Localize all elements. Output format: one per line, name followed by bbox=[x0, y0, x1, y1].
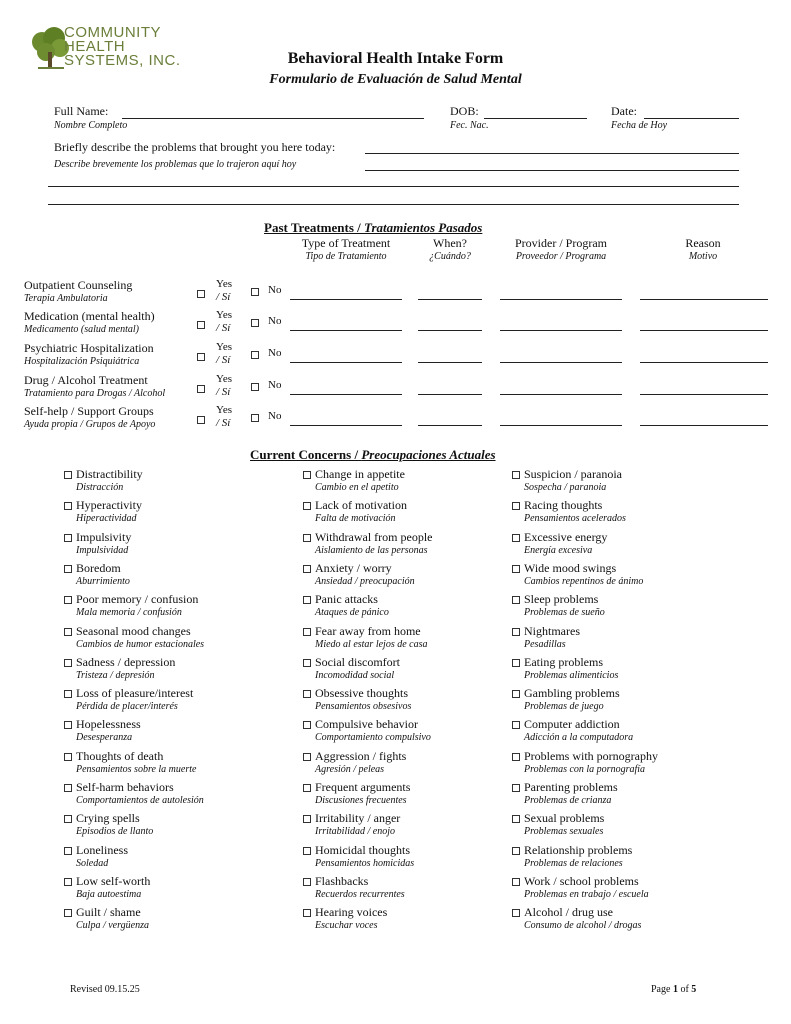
concern-label-es: Pérdida de placer/interés bbox=[76, 701, 178, 713]
concern-label: Hearing voices bbox=[315, 905, 388, 920]
no-checkbox[interactable] bbox=[251, 288, 259, 296]
concern-label: Crying spells bbox=[76, 811, 140, 826]
treatment-name: Outpatient Counseling bbox=[24, 278, 133, 292]
concern-label-es: Agresión / peleas bbox=[315, 763, 385, 775]
no-label: No bbox=[268, 284, 282, 296]
treatment-name: Psychiatric Hospitalization bbox=[24, 341, 154, 355]
concern-label-es: Impulsividad bbox=[76, 544, 129, 556]
concern-checkbox[interactable] bbox=[303, 753, 311, 761]
concern-label-es: Irritabilidad / enojo bbox=[315, 826, 395, 838]
provider-field[interactable] bbox=[500, 394, 622, 395]
concern-item bbox=[512, 905, 742, 935]
concern-label-es: Ansiedad / preocupación bbox=[315, 575, 415, 587]
date-field[interactable] bbox=[644, 118, 739, 119]
column-type-of-treatment: Type of Treatment Tipo de Tratamiento bbox=[301, 236, 391, 262]
concern-item bbox=[303, 655, 533, 685]
treatment-name-es: Terapia Ambulatoria bbox=[24, 293, 108, 304]
concern-label: Parenting problems bbox=[524, 780, 618, 794]
provider-field[interactable] bbox=[500, 425, 622, 426]
concern-item bbox=[512, 749, 742, 779]
dob-label-es: Fec. Nac. bbox=[450, 120, 489, 131]
yes-label: Yes / Sí bbox=[216, 278, 233, 303]
concern-label-es: Consumo de alcohol / drogas bbox=[524, 920, 642, 932]
concern-label-es: Discusiones frecuentes bbox=[315, 795, 407, 806]
concern-label: Anxiety / worry bbox=[315, 560, 392, 575]
past-treatments-title: Past Treatments / Tratamientos Pasados bbox=[264, 220, 483, 235]
column-provider: Provider / Program Proveedor / Programa bbox=[515, 236, 607, 262]
problems-field-1[interactable] bbox=[365, 153, 739, 154]
provider-field[interactable] bbox=[500, 330, 622, 331]
concern-label-es: Cambios de humor estacionales bbox=[76, 638, 205, 650]
concern-checkbox[interactable] bbox=[512, 784, 520, 792]
concern-checkbox[interactable] bbox=[303, 502, 311, 510]
concern-label-es: Incomodidad social bbox=[315, 669, 395, 681]
concern-checkbox[interactable] bbox=[512, 502, 520, 510]
concern-checkbox[interactable] bbox=[512, 628, 520, 636]
concern-item bbox=[512, 467, 742, 497]
concern-label-es: Desesperanza bbox=[76, 732, 133, 744]
type-of-treatment-field[interactable] bbox=[290, 425, 402, 426]
concern-label-es: Falta de motivación bbox=[315, 513, 396, 525]
concern-checkbox[interactable] bbox=[64, 721, 72, 729]
reason-field[interactable] bbox=[640, 425, 768, 426]
concern-item bbox=[64, 686, 294, 716]
concern-checkbox[interactable] bbox=[64, 753, 72, 761]
reason-field[interactable] bbox=[640, 362, 768, 363]
concern-item bbox=[512, 530, 742, 560]
concern-label: Computer addiction bbox=[524, 717, 620, 732]
concern-label: Thoughts of death bbox=[76, 748, 164, 763]
yes-label: Yes / Sí bbox=[216, 373, 233, 398]
form-title: Behavioral Health Intake Form bbox=[287, 50, 504, 67]
concern-checkbox[interactable] bbox=[64, 502, 72, 510]
concern-item bbox=[303, 811, 533, 841]
provider-field[interactable] bbox=[500, 299, 622, 300]
concern-item bbox=[303, 467, 533, 497]
treatment-row bbox=[24, 404, 774, 434]
concern-label-es: Pensamientos obsesivos bbox=[315, 701, 412, 713]
concern-label-es: Pesadillas bbox=[524, 638, 566, 650]
concern-label: Wide mood swings bbox=[524, 560, 617, 575]
concern-label: Impulsivity bbox=[76, 529, 132, 544]
concern-item bbox=[303, 717, 533, 747]
concern-label: Problems with pornography bbox=[524, 748, 658, 763]
concern-label-es: Aislamiento de las personas bbox=[315, 544, 428, 556]
concern-label-es: Problemas de crianza bbox=[524, 795, 612, 806]
concern-item bbox=[303, 624, 533, 654]
yes-label: Yes / Sí bbox=[216, 341, 233, 366]
reason-field[interactable] bbox=[640, 330, 768, 331]
reason-field[interactable] bbox=[640, 299, 768, 300]
concern-checkbox[interactable] bbox=[512, 596, 520, 604]
yes-label: Yes / Sí bbox=[216, 309, 233, 334]
no-label: No bbox=[268, 410, 282, 422]
concern-item bbox=[512, 592, 742, 622]
concern-item bbox=[512, 624, 742, 654]
concern-label: Fear away from home bbox=[315, 623, 421, 638]
concern-checkbox[interactable] bbox=[303, 596, 311, 604]
yes-checkbox[interactable] bbox=[197, 353, 205, 361]
concern-label: Change in appetite bbox=[315, 467, 405, 481]
current-concerns-title: Current Concerns / Preocupaciones Actuales bbox=[250, 447, 496, 462]
concern-label-es: Soledad bbox=[76, 857, 109, 869]
no-checkbox[interactable] bbox=[251, 383, 259, 391]
concern-checkbox[interactable] bbox=[64, 534, 72, 542]
logo-line-1: COMMUNITY bbox=[64, 24, 161, 41]
concern-checkbox[interactable] bbox=[303, 471, 311, 479]
type-of-treatment-field[interactable] bbox=[290, 394, 402, 395]
logo-line-2: HEALTH bbox=[64, 38, 126, 55]
problems-field-4[interactable] bbox=[48, 204, 739, 205]
dob-label: DOB: bbox=[450, 104, 479, 118]
treatment-name: Drug / Alcohol Treatment bbox=[24, 373, 148, 387]
concern-label-es: Sospecha / paranoia bbox=[524, 482, 607, 493]
concern-label-es: Recuerdos recurrentes bbox=[315, 888, 405, 900]
concern-item bbox=[64, 905, 294, 935]
concern-checkbox[interactable] bbox=[303, 878, 311, 886]
concern-checkbox[interactable] bbox=[512, 878, 520, 886]
concern-label: Compulsive behavior bbox=[315, 717, 418, 732]
concern-label-es: Culpa / vergüenza bbox=[76, 920, 149, 932]
logo-line-3: SYSTEMS, INC. bbox=[64, 52, 181, 69]
concern-label: Sleep problems bbox=[524, 592, 599, 607]
problems-label-es: Describe brevemente los problemas que lo trajeron aquí hoy bbox=[54, 159, 297, 170]
full-name-label-es: Nombre Completo bbox=[54, 120, 128, 131]
concern-label: Irritability / anger bbox=[315, 811, 401, 826]
treatment-name-es: Hospitalización Psiquiátrica bbox=[24, 356, 140, 367]
treatment-row bbox=[24, 341, 774, 371]
concern-label: Hyperactivity bbox=[76, 498, 142, 513]
concern-label: Excessive energy bbox=[524, 529, 608, 544]
concern-label: Hopelessness bbox=[76, 717, 141, 732]
concern-checkbox[interactable] bbox=[303, 690, 311, 698]
concern-label: Panic attacks bbox=[315, 592, 378, 607]
no-checkbox[interactable] bbox=[251, 319, 259, 327]
concern-label: Eating problems bbox=[524, 654, 603, 669]
concern-label: Racing thoughts bbox=[524, 498, 603, 513]
problems-label: Briefly describe the problems that brought you here today: bbox=[54, 140, 336, 154]
type-of-treatment-field[interactable] bbox=[290, 330, 402, 331]
concern-item bbox=[64, 561, 294, 591]
treatment-name-es: Tratamiento para Drogas / Alcohol bbox=[24, 388, 166, 399]
when-field[interactable] bbox=[418, 299, 482, 300]
concern-label: Work / school problems bbox=[524, 873, 639, 888]
concern-label-es: Aburrimiento bbox=[76, 575, 130, 587]
concern-checkbox[interactable] bbox=[512, 753, 520, 761]
concern-checkbox[interactable] bbox=[303, 565, 311, 573]
concern-item bbox=[64, 717, 294, 747]
concern-label: Self-harm behaviors bbox=[76, 780, 174, 794]
concern-checkbox[interactable] bbox=[303, 628, 311, 636]
concern-checkbox[interactable] bbox=[512, 909, 520, 917]
treatment-name: Medication (mental health) bbox=[24, 309, 155, 323]
no-checkbox[interactable] bbox=[251, 414, 259, 422]
no-label: No bbox=[268, 379, 282, 391]
concern-checkbox[interactable] bbox=[303, 721, 311, 729]
column-reason: Reason Motivo bbox=[685, 236, 721, 262]
concern-checkbox[interactable] bbox=[303, 784, 311, 792]
no-checkbox[interactable] bbox=[251, 351, 259, 359]
concern-label-es: Cambio en el apetito bbox=[315, 482, 399, 493]
concern-checkbox[interactable] bbox=[512, 534, 520, 542]
provider-field[interactable] bbox=[500, 362, 622, 363]
concern-label-es: Distracción bbox=[76, 482, 124, 493]
concern-checkbox[interactable] bbox=[64, 847, 72, 855]
concern-checkbox[interactable] bbox=[512, 815, 520, 823]
concern-checkbox[interactable] bbox=[64, 784, 72, 792]
reason-field[interactable] bbox=[640, 394, 768, 395]
concern-label: Aggression / fights bbox=[315, 748, 407, 763]
concern-label: Seasonal mood changes bbox=[76, 623, 191, 638]
concern-label: Guilt / shame bbox=[76, 905, 141, 920]
concern-label: Relationship problems bbox=[524, 842, 633, 857]
concern-checkbox[interactable] bbox=[64, 659, 72, 667]
type-of-treatment-field[interactable] bbox=[290, 362, 402, 363]
concern-item bbox=[303, 780, 533, 810]
type-of-treatment-field[interactable] bbox=[290, 299, 402, 300]
concern-label-es: Escuchar voces bbox=[315, 920, 378, 932]
concern-checkbox[interactable] bbox=[64, 878, 72, 886]
concern-label: Lack of motivation bbox=[315, 498, 407, 513]
date-label: Date: bbox=[611, 104, 637, 118]
concern-item bbox=[512, 780, 742, 810]
concern-checkbox[interactable] bbox=[512, 471, 520, 479]
concern-checkbox[interactable] bbox=[64, 909, 72, 917]
concern-item bbox=[64, 749, 294, 779]
concern-checkbox[interactable] bbox=[303, 847, 311, 855]
concern-label-es: Ataques de pánico bbox=[315, 607, 389, 619]
concern-label-es: Problemas de relaciones bbox=[524, 857, 623, 869]
concern-item bbox=[64, 592, 294, 622]
concern-label-es: Tristeza / depresión bbox=[76, 669, 155, 681]
treatment-name-es: Ayuda propia / Grupos de Apoyo bbox=[24, 419, 156, 430]
concern-item bbox=[512, 811, 742, 841]
concern-label: Low self-worth bbox=[76, 873, 151, 888]
concern-item bbox=[303, 498, 533, 528]
concern-checkbox[interactable] bbox=[512, 565, 520, 573]
when-field[interactable] bbox=[418, 362, 482, 363]
treatment-name-es: Medicamento (salud mental) bbox=[24, 324, 139, 335]
treatment-row bbox=[24, 309, 774, 339]
concern-checkbox[interactable] bbox=[64, 596, 72, 604]
yes-checkbox[interactable] bbox=[197, 290, 205, 298]
concern-item bbox=[64, 874, 294, 904]
concern-label-es: Mala memoria / confusión bbox=[76, 607, 182, 619]
concern-item bbox=[64, 655, 294, 685]
full-name-label: Full Name: bbox=[54, 104, 109, 118]
yes-label: Yes / Sí bbox=[216, 404, 233, 429]
concern-item bbox=[303, 592, 533, 622]
no-label: No bbox=[268, 315, 282, 327]
concern-item bbox=[64, 811, 294, 841]
concern-checkbox[interactable] bbox=[303, 909, 311, 917]
yes-checkbox[interactable] bbox=[197, 385, 205, 393]
concern-label-es: Miedo al estar lejos de casa bbox=[315, 638, 428, 650]
date-label-es: Fecha de Hoy bbox=[611, 120, 668, 131]
concern-checkbox[interactable] bbox=[303, 659, 311, 667]
revised-date: Revised 09.15.25 bbox=[70, 984, 140, 995]
concern-item bbox=[64, 467, 294, 497]
concern-checkbox[interactable] bbox=[512, 721, 520, 729]
concern-label-es: Pensamientos sobre la muerte bbox=[76, 763, 197, 775]
concern-label-es: Problemas sexuales bbox=[524, 826, 604, 838]
concern-item bbox=[303, 843, 533, 873]
concern-checkbox[interactable] bbox=[64, 690, 72, 698]
when-field[interactable] bbox=[418, 425, 482, 426]
concern-item bbox=[64, 780, 294, 810]
concern-label-es: Energía excesiva bbox=[524, 544, 593, 556]
concern-label: Withdrawal from people bbox=[315, 529, 433, 544]
concern-label-es: Problemas de juego bbox=[524, 701, 604, 713]
concern-label: Loss of pleasure/interest bbox=[76, 686, 194, 701]
concern-label-es: Problemas en trabajo / escuela bbox=[524, 888, 649, 900]
concern-checkbox[interactable] bbox=[64, 628, 72, 636]
concern-label-es: Pensamientos acelerados bbox=[524, 513, 626, 525]
concern-label-es: Episodios de llanto bbox=[76, 826, 154, 838]
concern-item bbox=[303, 874, 533, 904]
treatment-row bbox=[24, 373, 774, 403]
concern-label: Loneliness bbox=[76, 842, 128, 857]
yes-checkbox[interactable] bbox=[197, 321, 205, 329]
concern-item bbox=[64, 530, 294, 560]
concern-label-es: Pensamientos homicidas bbox=[315, 857, 415, 869]
page-number: Page 1 of 5 bbox=[651, 984, 697, 995]
concern-item bbox=[512, 655, 742, 685]
yes-checkbox[interactable] bbox=[197, 416, 205, 424]
concern-item bbox=[64, 498, 294, 528]
concern-label-es: Comportamiento compulsivo bbox=[315, 732, 431, 744]
concern-item bbox=[512, 686, 742, 716]
treatment-name: Self-help / Support Groups bbox=[24, 404, 154, 418]
concern-label-es: Problemas de sueño bbox=[524, 607, 605, 619]
concern-label: Alcohol / drug use bbox=[524, 905, 613, 920]
concern-checkbox[interactable] bbox=[64, 815, 72, 823]
concern-item bbox=[303, 530, 533, 560]
concern-checkbox[interactable] bbox=[64, 471, 72, 479]
concern-label: Social discomfort bbox=[315, 654, 400, 669]
when-field[interactable] bbox=[418, 394, 482, 395]
concern-label: Suspicion / paranoia bbox=[524, 467, 622, 481]
concern-label-es: Hiperactividad bbox=[76, 513, 137, 525]
concern-item bbox=[64, 843, 294, 873]
concern-item bbox=[303, 561, 533, 591]
concern-item bbox=[512, 874, 742, 904]
concern-checkbox[interactable] bbox=[512, 847, 520, 855]
concern-label-es: Baja autoestima bbox=[76, 888, 142, 900]
concern-label: Sadness / depression bbox=[76, 654, 176, 669]
concern-label-es: Cambios repentinos de ánimo bbox=[524, 575, 644, 587]
no-label: No bbox=[268, 347, 282, 359]
concern-label-es: Adicción a la computadora bbox=[524, 732, 634, 744]
form-subtitle: Formulario de Evaluación de Salud Mental bbox=[269, 72, 522, 87]
full-name-field[interactable] bbox=[122, 118, 424, 119]
concern-item bbox=[303, 686, 533, 716]
concern-label: Homicidal thoughts bbox=[315, 842, 410, 857]
concern-item bbox=[512, 843, 742, 873]
concern-checkbox[interactable] bbox=[512, 690, 520, 698]
problems-field-3[interactable] bbox=[48, 186, 739, 187]
concern-label: Sexual problems bbox=[524, 811, 605, 826]
dob-field[interactable] bbox=[484, 118, 587, 119]
concern-label: Boredom bbox=[76, 560, 121, 575]
concern-label: Poor memory / confusion bbox=[76, 592, 199, 607]
concern-checkbox[interactable] bbox=[303, 815, 311, 823]
concern-label-es: Problemas alimenticios bbox=[524, 669, 619, 681]
concern-label: Nightmares bbox=[524, 623, 580, 638]
concern-item bbox=[512, 561, 742, 591]
concern-item bbox=[512, 717, 742, 747]
concern-label-es: Comportamientos de autolesión bbox=[76, 795, 204, 806]
concern-item bbox=[303, 905, 533, 935]
treatment-row bbox=[24, 278, 774, 308]
concern-label: Frequent arguments bbox=[315, 780, 411, 794]
column-when: When? ¿Cuándo? bbox=[429, 236, 471, 262]
concern-label: Obsessive thoughts bbox=[315, 686, 408, 701]
problems-field-2[interactable] bbox=[365, 170, 739, 171]
concern-item bbox=[512, 498, 742, 528]
concern-item bbox=[303, 749, 533, 779]
when-field[interactable] bbox=[418, 330, 482, 331]
concern-item bbox=[64, 624, 294, 654]
concern-label: Flashbacks bbox=[315, 873, 369, 888]
concern-checkbox[interactable] bbox=[64, 565, 72, 573]
concern-checkbox[interactable] bbox=[303, 534, 311, 542]
concern-checkbox[interactable] bbox=[512, 659, 520, 667]
concern-label-es: Problemas con la pornografía bbox=[524, 763, 646, 775]
concern-label: Gambling problems bbox=[524, 686, 620, 701]
concern-label: Distractibility bbox=[76, 467, 143, 481]
